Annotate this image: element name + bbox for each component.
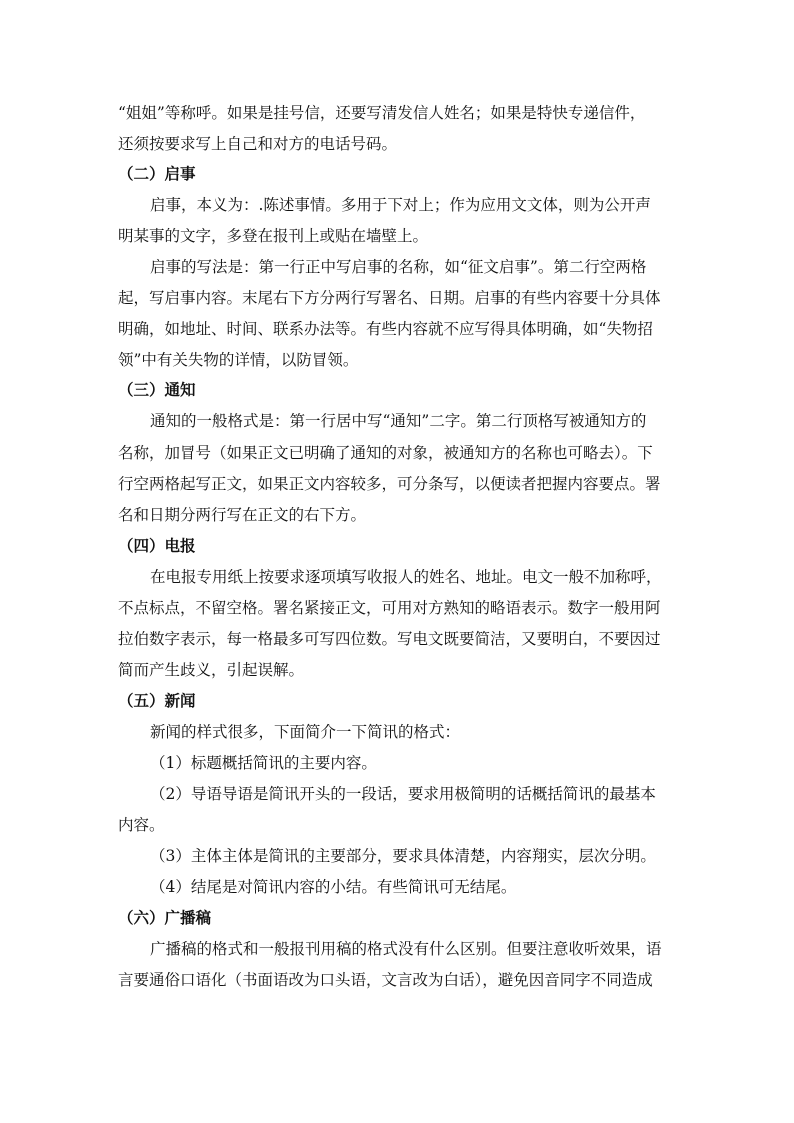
paragraph-line: 名和日期分两行写在正文的右下方。 — [118, 506, 367, 524]
paragraph-line: 不点标点，不留空格。署名紧接正文，可用对方熟知的略语表示。数字一般用阿 — [118, 599, 661, 617]
intro-line-1: “姐姐”等称呼。如果是挂号信，还要写清发信人姓名；如果是特快专递信件， — [118, 104, 646, 122]
paragraph-line: 拉伯数字表示，每一格最多可写四位数。写电文既要简洁，又要明白，不要因过 — [118, 630, 661, 648]
paragraph-line: 行空两格起写正文，如果正文内容较多，可分条写，以便读者把握内容要点。署 — [118, 475, 661, 493]
list-item: （4）结尾是对简讯内容的小结。有些简讯可无结尾。 — [150, 878, 517, 896]
paragraph-line: 明某事的文字，多登在报刊上或贴在墙壁上。 — [118, 227, 429, 245]
paragraph-line: 启事的写法是：第一行正中写启事的名称，如“征文启事”。第二行空两格 — [150, 258, 647, 276]
list-item-continuation: 内容。 — [118, 816, 165, 834]
paragraph-line: 新闻的样式很多，下面简介一下简讯的格式： — [150, 723, 461, 741]
intro-line-2: 还须按要求写上自己和对方的电话号码。 — [118, 135, 398, 153]
paragraph-line: 明确，如地址、时间、联系办法等。有些内容就不应写得具体明确，如“失物招 — [118, 320, 653, 338]
paragraph-line: 起，写启事内容。末尾右下方分两行写署名、日期。启事的有些内容要十分具体 — [118, 289, 661, 307]
list-item: （1）标题概括简讯的主要内容。 — [150, 754, 377, 772]
paragraph-line: 在电报专用纸上按要求逐项填写收报人的姓名、地址。电文一般不加称呼， — [150, 568, 662, 586]
paragraph-line: 名称，加冒号（如果正文已明确了通知的对象，被通知方的名称也可略去）。下 — [118, 444, 653, 462]
section-heading-tongzhi: （三）通知 — [118, 380, 196, 399]
paragraph-line: 言要通俗口语化（书面语改为口头语，文言改为白话），避免因音同字不同造成 — [118, 971, 653, 989]
section-heading-dianbao: （四）电报 — [118, 536, 196, 555]
paragraph-line: 简而产生歧义，引起误解。 — [118, 661, 305, 679]
paragraph-line: 通知的一般格式是：第一行居中写“通知”二字。第二行顶格写被通知方的 — [150, 412, 647, 430]
section-heading-guangbogao: （六）广播稿 — [118, 908, 212, 927]
list-item: （2）导语导语是简讯开头的一段话，要求用极简明的话概括简讯的最基本 — [150, 785, 656, 803]
list-item: （3）主体主体是简讯的主要部分，要求具体清楚，内容翔实，层次分明。 — [150, 847, 656, 865]
paragraph-line: 领”中有关失物的详情，以防冒领。 — [118, 351, 359, 369]
section-heading-xinwen: （五）新闻 — [118, 691, 196, 710]
section-heading-qishi: （二）启事 — [118, 164, 196, 183]
paragraph-line: 启事，本义为：.陈述事情。多用于下对上；作为应用文文体，则为公开声 — [150, 196, 651, 214]
paragraph-line: 广播稿的格式和一般报刊用稿的格式没有什么区别。但要注意收听效果，语 — [150, 940, 662, 958]
